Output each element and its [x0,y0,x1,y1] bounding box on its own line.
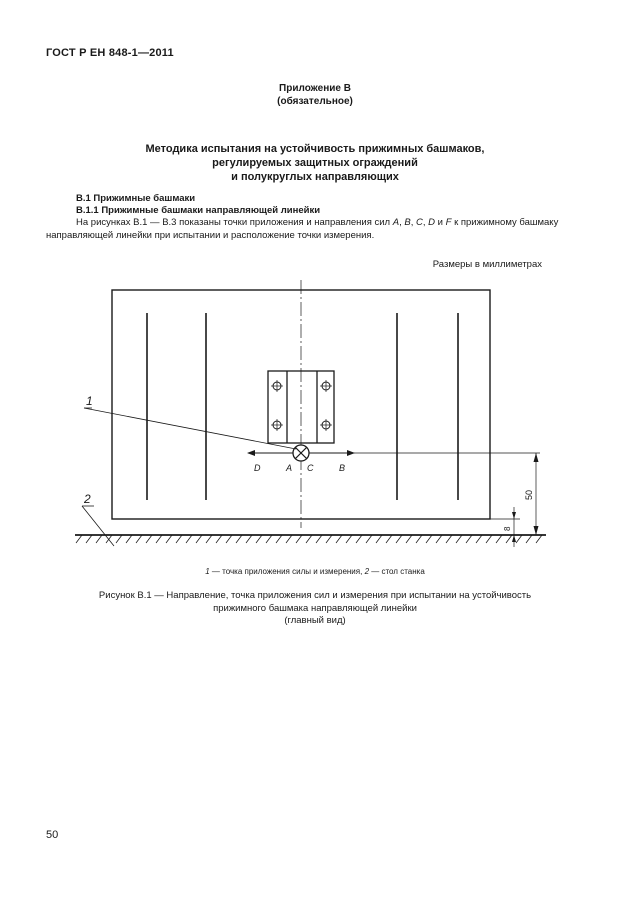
main-title-line-2: регулируемых защитных ограждений [212,157,418,169]
legend-number-1: 1 [205,567,210,576]
direction-b: B [339,463,346,473]
dimension-label-8: 8 [503,526,512,531]
section-b11-heading: В.1.1 Прижимные башмаки направляющей линейки [76,205,321,216]
legend-text-1: — точка приложения силы и измерения, [209,567,365,576]
dimensions-note: Размеры в миллиметрах [432,259,542,270]
force-f: F [445,217,452,228]
label-1: 1 [86,394,93,408]
main-title-line-3: и полукруглых направляющих [231,171,399,183]
paragraph-end: к прижимному башмаку направляющей линейки при испытании и расположение точки измерения. [46,217,559,241]
direction-a: A [286,463,293,473]
force-a: A [392,217,400,228]
main-title-line-1: Методика испытания на устойчивость прижимных башмаков, [145,143,485,155]
legend-number-2: 2 [364,567,370,576]
label-2: 2 [84,492,91,506]
table-hatching [76,535,542,543]
figure-caption [0,590,630,628]
caption-line-2: прижимного башмака направляющей линейки [213,602,417,614]
paragraph-conj: и [437,217,443,228]
page-number: 50 [46,829,59,841]
legend-text-2: — стол станка [369,567,425,576]
document-header: ГОСТ Р ЕН 848-1—2011 [46,47,174,59]
paragraph-start: На рисунках В.1 — В.3 показаны точки приложения и направления сил [76,217,391,228]
measurement-point [293,445,309,461]
direction-c: C [307,463,314,473]
direction-d: D [254,463,261,473]
appendix-status: (обязательное) [277,96,353,107]
figure-legend [0,567,630,576]
force-c: C [416,217,423,228]
section-paragraph: На рисунках В.1 — В.3 показаны точки приложения и направления сил A, B, C, D и F к прижимному башмаку направляющей линейки при испытании и расположение точки измерения. [46,217,559,241]
section-b1-heading: В.1 Прижимные башмаки [76,193,196,204]
leader-line-1 [84,408,296,449]
caption-line-3: (главный вид) [284,615,346,626]
force-b: B [404,217,411,228]
dimension-label-50: 50 [524,489,534,500]
caption-line-1: Рисунок В.1 — Направление, точка приложения сил и измерения при испытании на устойчивость [98,590,532,601]
appendix-title: Приложение В [279,83,351,94]
force-d: D [428,217,436,228]
